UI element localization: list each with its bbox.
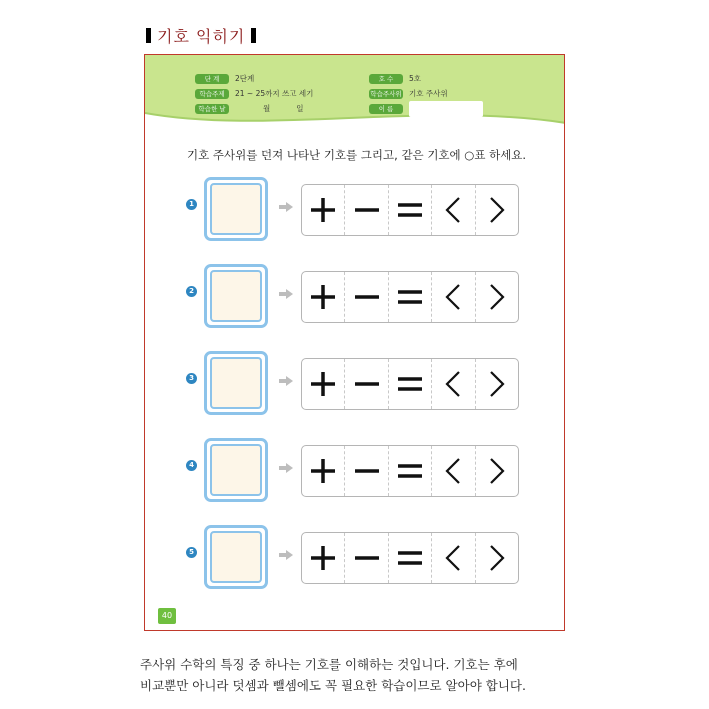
less-than-icon [438, 543, 468, 573]
plus-icon [308, 369, 338, 399]
drawing-box[interactable] [204, 264, 268, 328]
less-than-icon [438, 195, 468, 225]
equals-icon [395, 282, 425, 312]
arrow-right-icon [279, 461, 293, 475]
section-title: 기호 익히기 [157, 27, 246, 46]
greater-than-icon [482, 282, 512, 312]
symbol-option-greater-than[interactable] [475, 446, 518, 496]
symbol-option-plus[interactable] [302, 272, 344, 322]
symbol-option-minus[interactable] [344, 533, 387, 583]
section-heading [146, 24, 256, 47]
caption [140, 654, 526, 696]
arrow-right-icon [279, 287, 293, 301]
drawing-area[interactable] [210, 444, 262, 496]
topic-value: 21 ~ 25까지 쓰고 세기 [235, 89, 314, 98]
caption-line-1: 주사위 수학의 특징 중 하나는 기호를 이해하는 것입니다. 기호는 후에 [140, 657, 518, 672]
symbol-option-greater-than[interactable] [475, 359, 518, 409]
caption-line-2: 비교뿐만 아니라 덧셈과 뺄셈에도 꼭 필요한 학습이므로 알아야 합니다. [140, 678, 526, 693]
dice-label: 학습주사위 [370, 89, 402, 98]
arrow-right-icon [279, 548, 293, 562]
symbol-choices [301, 445, 519, 497]
info-date [195, 103, 304, 114]
info-name [369, 101, 483, 117]
drawing-box[interactable] [204, 438, 268, 502]
minus-icon [352, 543, 382, 573]
info-level [195, 73, 254, 84]
date-day: 일 [296, 104, 304, 113]
dice-value: 기호 주사위 [409, 89, 448, 98]
exercise-row [145, 261, 564, 331]
symbol-choices [301, 532, 519, 584]
symbol-option-less-than[interactable] [431, 359, 474, 409]
exercise-row [145, 174, 564, 244]
symbol-option-plus[interactable] [302, 359, 344, 409]
symbol-option-equals[interactable] [388, 533, 431, 583]
symbol-option-minus[interactable] [344, 272, 387, 322]
greater-than-icon [482, 543, 512, 573]
page-number: 40 [158, 608, 176, 624]
symbol-option-equals[interactable] [388, 359, 431, 409]
exercise-row [145, 522, 564, 592]
symbol-option-equals[interactable] [388, 446, 431, 496]
greater-than-icon [482, 369, 512, 399]
symbol-option-less-than[interactable] [431, 272, 474, 322]
drawing-box[interactable] [204, 525, 268, 589]
info-dice [369, 88, 448, 99]
less-than-icon [438, 369, 468, 399]
symbol-option-greater-than[interactable] [475, 272, 518, 322]
minus-icon [352, 195, 382, 225]
row-number-badge: 1 [186, 199, 197, 210]
symbol-option-plus[interactable] [302, 185, 344, 235]
plus-icon [308, 543, 338, 573]
symbol-option-minus[interactable] [344, 446, 387, 496]
row-number-badge: 4 [186, 460, 197, 471]
drawing-area[interactable] [210, 357, 262, 409]
drawing-area[interactable] [210, 531, 262, 583]
drawing-area[interactable] [210, 270, 262, 322]
symbol-choices [301, 358, 519, 410]
plus-icon [308, 456, 338, 486]
instruction-text: 기호 주사위를 던져 나타난 기호를 그리고, 같은 기호에 ○표 하세요. [187, 148, 527, 162]
drawing-area[interactable] [210, 183, 262, 235]
info-topic [195, 88, 313, 99]
arrow-right-icon [279, 374, 293, 388]
symbol-choices [301, 184, 519, 236]
equals-icon [395, 543, 425, 573]
symbol-option-equals[interactable] [388, 185, 431, 235]
greater-than-icon [482, 195, 512, 225]
symbol-option-equals[interactable] [388, 272, 431, 322]
name-field[interactable] [409, 101, 483, 117]
row-number-badge: 2 [186, 286, 197, 297]
name-label: 이 름 [369, 104, 403, 114]
heading-bar-left [146, 28, 151, 43]
arrow-right-icon [279, 200, 293, 214]
exercise-row [145, 435, 564, 505]
symbol-option-greater-than[interactable] [475, 185, 518, 235]
worksheet-header [145, 55, 564, 133]
level-label: 단 계 [195, 74, 229, 84]
heading-bar-right [251, 28, 256, 43]
minus-icon [352, 282, 382, 312]
drawing-box[interactable] [204, 351, 268, 415]
level-value: 2단계 [235, 74, 255, 83]
equals-icon [395, 456, 425, 486]
plus-icon [308, 195, 338, 225]
plus-icon [308, 282, 338, 312]
equals-icon [395, 195, 425, 225]
symbol-option-less-than[interactable] [431, 185, 474, 235]
less-than-icon [438, 282, 468, 312]
equals-icon [395, 369, 425, 399]
issue-label: 호 수 [369, 74, 403, 84]
symbol-option-less-than[interactable] [431, 446, 474, 496]
symbol-option-plus[interactable] [302, 446, 344, 496]
date-label: 학습한 날 [195, 104, 229, 114]
minus-icon [352, 456, 382, 486]
worksheet-page [144, 54, 565, 631]
greater-than-icon [482, 456, 512, 486]
drawing-box[interactable] [204, 177, 268, 241]
symbol-option-minus[interactable] [344, 359, 387, 409]
topic-label: 학습주제 [195, 89, 229, 99]
row-number-badge: 5 [186, 547, 197, 558]
row-number-badge: 3 [186, 373, 197, 384]
issue-value: 5호 [409, 74, 422, 83]
less-than-icon [438, 456, 468, 486]
symbol-option-less-than[interactable] [431, 533, 474, 583]
info-issue [369, 73, 421, 84]
minus-icon [352, 369, 382, 399]
symbol-option-plus[interactable] [302, 533, 344, 583]
symbol-option-minus[interactable] [344, 185, 387, 235]
symbol-option-greater-than[interactable] [475, 533, 518, 583]
exercise-row [145, 348, 564, 418]
date-month: 월 [263, 104, 271, 113]
symbol-choices [301, 271, 519, 323]
